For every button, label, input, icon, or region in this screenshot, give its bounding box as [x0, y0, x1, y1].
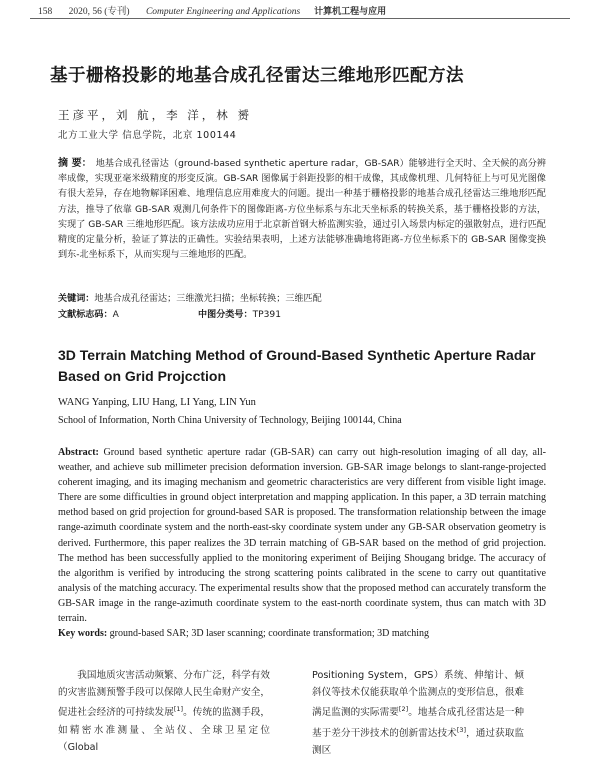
abstract-cn-text: 地基合成孔径雷达（ground-based synthetic aperture radar，GB-SAR）能够进行全天时、全天候的高分辨率成像，实现亚毫米级精度的形变反演。GB-SAR 图像属于斜距投影的相干成像，其成像机理、几何特征上与可见光图像有很大差异，存在地物解译困难、地理信息应用难度大的问题。提出一种基于栅格投影的地基合成孔径雷达三维地形匹配方法，推导了依靠 GB-SAR 观测几何条件下的图像距离-方位坐标系与东北天坐标系的转换关系，基于栅格投影的方法，实现了 GB-SAR 三维地形匹配。该方法成功应用于北京新首钢大桥监测实验，通过引入场景内标定的强散射点，进行匹配精度的定量分析，验证了算法的正确性。实验结果表明，上述方法能够准确地将距离-方位坐标系下的 GB-SAR 图像变换到东-北坐标系下，从而实现与三维地形的匹配。: [58, 159, 546, 261]
keywords-en: [58, 628, 546, 639]
authors-en: WANG Yanping, LIU Hang, LI Yang, LIN Yun: [58, 397, 256, 408]
body-right-mid: 。地基合成孔径雷达是一种基于差分干涉技术的创新雷达技术: [312, 707, 524, 739]
body-right-tail: ，通过获取监测区: [312, 727, 524, 757]
body-right-text: Positioning System，GPS）系统、伸缩计、倾斜仪等技术仅能获取单个监测点的变形信息，很难满足监测的实际需要: [312, 670, 524, 719]
citation-ref[interactable]: [3]: [456, 725, 467, 734]
clc-code: [198, 307, 281, 320]
keywords-en-label: Key words:: [58, 628, 108, 639]
page-number: 158: [38, 7, 53, 17]
keywords-cn-label: 关键词：: [58, 294, 95, 304]
citation-ref[interactable]: [2]: [398, 705, 409, 714]
doc-code-label: 文献标志码：: [58, 310, 113, 320]
body-column-right: [312, 667, 524, 759]
header-rule: [30, 18, 570, 19]
affiliation-cn: 北方工业大学 信息学院，北京 100144: [58, 130, 237, 141]
body-left-text: 我国地质灾害活动频繁、分布广泛，科学有效的灾害监测预警手段可以保障人民生命财产安全，促进社会经济的可持续发展: [58, 670, 270, 719]
classification-codes: [58, 307, 281, 320]
keywords-cn: [58, 291, 546, 304]
abstract-cn: [58, 156, 546, 263]
clc-code-value: TP391: [252, 310, 281, 320]
abstract-en-text: Ground based synthetic aperture radar (GB-SAR) can carry out high-resolution imaging of all day, all-weather, and achieve sub millimeter precision deformation inversion. GB-SAR image belongs to slant-range-projected coherent imaging, and its imaging mechanism and geometric characteristics are very different from visible light image. There are some difficulties in ground object interpretation and mapping application. In this paper, a 3D terrain matching method based on grid projection for ground-based SAR is proposed. The transformation relationship between the image range-azimuth coordinate system and the north-east-sky coordinate system under any GB-SAR observation geometry is derived. Furthermore, this paper realizes the 3D terrain matching of GB-SAR based on the method of grid projection. The method has been successfully applied to the monitoring experiment of Beijing Shougang bridge. The accuracy of the algorithm is verified by introducing the strong scattering points calibrated in the scene to carry out quantitative analysis of the matching accuracy. The experimental results show that the proposed method can accurately transform the GB-SAR image in the range-azimuth coordinate system to the east-north coordinate system, thus can match with 3D terrain.: [58, 447, 547, 625]
title-cn: 基于栅格投影的地基合成孔径雷达三维地形匹配方法: [50, 66, 464, 86]
clc-code-label: 中图分类号：: [198, 310, 253, 320]
body-column-left: [58, 667, 270, 756]
citation-ref[interactable]: [1]: [173, 705, 184, 714]
journal-name-cn: 计算机工程与应用: [314, 7, 387, 17]
keywords-en-text: ground-based SAR; 3D laser scanning; coordinate transformation; 3D matching: [109, 628, 430, 639]
keywords-cn-text: 地基合成孔径雷达；三维激光扫描；坐标转换；三维匹配: [94, 294, 322, 304]
abstract-cn-label: 摘 要：: [58, 158, 92, 169]
authors-cn: 王彦平，刘 航，李 洋，林 赟: [58, 108, 252, 122]
volume-info: 2020, 56 (专刊): [68, 7, 130, 17]
running-header: [38, 3, 570, 17]
affiliation-en: School of Information, North China University of Technology, Beijing 100144, China: [58, 415, 402, 426]
title-en: 3D Terrain Matching Method of Ground-Based Synthetic Aperture Radar Based on Grid Projcction: [58, 347, 536, 384]
abstract-en: [58, 445, 546, 626]
abstract-en-label: Abstract:: [58, 447, 99, 458]
body-left-tail: 。传统的监测手段，如精密水准测量、全站仪、全球卫星定位（Global: [58, 707, 270, 753]
doc-code-value: A: [112, 310, 119, 320]
journal-name-en: Computer Engineering and Applications: [145, 7, 301, 17]
